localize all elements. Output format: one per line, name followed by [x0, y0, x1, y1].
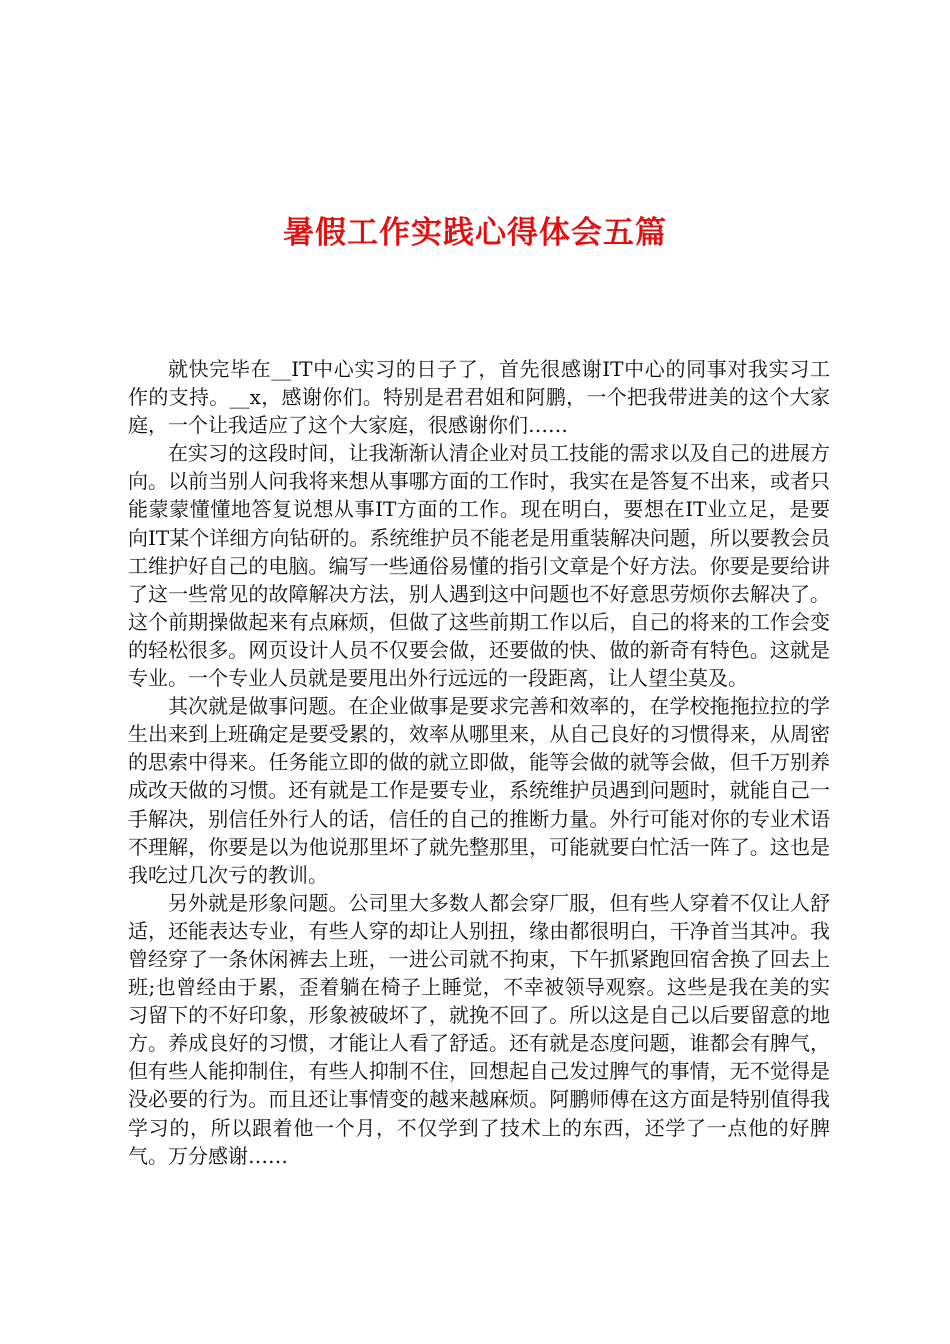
document-body — [128, 355, 830, 1170]
paragraph-4: 另外就是形象问题。公司里大多数人都会穿厂服，但有些人穿着不仅让人舒适，还能表达专业，有些人穿的却让人别扭，缘由都很明白，干净首当其冲。我曾经穿了一条休闲裤去上班，一进公司就不拘束，下午抓紧跑回宿舍换了回去上班;也曾经由于累，歪着躺在椅子上睡觉，不幸被领导观察。这些是我在美的实习留下的不好印象，形象被破坏了，就挽不回了。所以这是自己以后要留意的地方。养成良好的习惯，才能让人看了舒适。还有就是态度问题，谁都会有脾气，但有些人能抑制住，有些人抑制不住，回想起自己发过脾气的事情，无不觉得是没必要的行为。而且还让事情变的越来越麻烦。阿鹏师傅在这方面是特别值得我学习的，所以跟着他一个月，不仅学到了技术上的东西，还学了一点他的好脾气。万分感谢…… — [128, 890, 830, 1168]
paragraph-2: 在实习的这段时间，让我渐渐认清企业对员工技能的需求以及自己的进展方向。以前当别人问我将来想从事哪方面的工作时，我实在是答复不出来，或者只能蒙蒙懂懂地答复说想从事IT方面的工作。现在明白，要想在IT业立足，是要向IT某个详细方向钻研的。系统维护员不能老是用重装解决问题，所以要教会员工维护好自己的电脑。编写一些通俗易懂的指引文章是个好方法。你要是要给讲了这一些常见的故障解决方法，别人遇到这中问题也不好意思劳烦你去解决了。这个前期操做起来有点麻烦，但做了这些前期工作以后，自己的将来的工作会变的轻松很多。网页设计人员不仅要会做，还要做的快、做的新奇有特色。这就是专业。一个专业人员就是要甩出外行远远的一段距离，让人望尘莫及。 — [128, 441, 830, 691]
paragraph-3: 其次就是做事问题。在企业做事是要求完善和效率的，在学校拖拖拉拉的学生出来到上班确定是要受累的，效率从哪里来，从自己良好的习惯得来，从周密的思索中得来。任务能立即的做的就立即做，能等会做的就等会做，但千万别养成改天做的习惯。还有就是工作是要专业，系统维护员遇到问题时，就能自己一手解决，别信任外行人的话，信任的自己的推断力量。外行可能对你的专业术语不理解，你要是以为他说那里坏了就先整那里，可能就要白忙活一阵了。这也是我吃过几次亏的教训。 — [128, 694, 830, 887]
paragraph-1: 就快完毕在__IT中心实习的日子了，首先很感谢IT中心的同事对我实习工作的支持。__x，感谢你们。特别是君君姐和阿鹏，一个把我带进美的这个大家庭，一个让我适应了这个大家庭，很感谢你们…… — [128, 357, 830, 438]
document-title: 暑假工作实践心得体会五篇 — [283, 215, 667, 251]
